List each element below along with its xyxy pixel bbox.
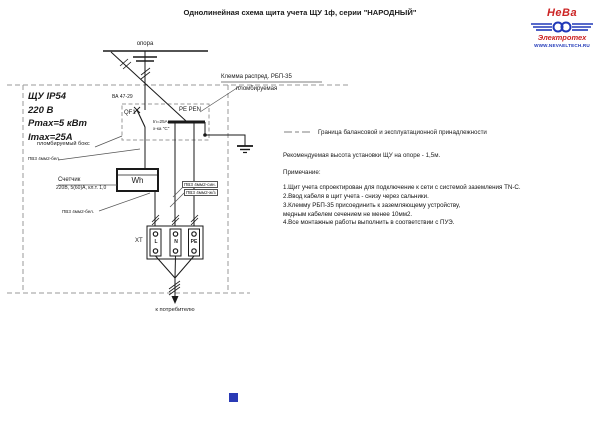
terminal-PE: PE [190,238,198,245]
panel-spec-line: 220 В [28,104,54,116]
cable-marker-icon [120,59,128,66]
clamp-note-line2: пломбируемая [236,86,278,92]
sealed-box-label: пломбируемый бокс [37,141,90,147]
panel-spec-line: Pmax=5 кВт [28,118,87,129]
logo-website: WWW.NEVAELTECH.RU [534,43,590,48]
wire-label-yellow-green: ПВ3 4мм2-ж/з [186,189,216,195]
pole-label: опора [136,41,154,47]
logo [527,7,597,48]
note-item: 3.Клемму РБП-35 присоединить к заземляющему устройству, [283,202,461,209]
pen-clamp-label: PE PEN [179,107,202,113]
logo-wings-icon [529,19,595,34]
logo-brand-text: НеВа [546,7,578,19]
junction-dot [203,133,207,137]
note-item: медным кабелем сечением не менее 10мм2. [283,210,413,218]
breaker-curve-label: х-ка "С" [153,126,170,131]
breaker-current-label: In=25A [153,119,168,124]
legend-boundary-label: Граница балансовой и эксплуатационной принадлежности [318,128,487,136]
breaker-ref-label: QF1 [124,110,136,116]
wire-label-blue: ПВ3 4мм2-син. [184,182,216,187]
meter-specs: 220В, 5(60)А, кл.т. 1,0 [56,185,107,191]
wire-label-white-bottom: ПВ3 4мм2-бел. [62,209,95,214]
note-item: 4.Все монтажные работы выполнить в соответствии с ПУЭ. [283,219,455,226]
breaker-model-label: ВА 47-29 [112,94,133,100]
meter-symbol: Wh [131,176,144,185]
page-title: Однолинейная схема щита учета ЩУ 1ф, серии "НАРОДНЫЙ" [183,8,417,17]
terminal-block-ref: XT [135,238,143,244]
recommendation-text: Рекомендуемая высота установки ЩУ на опоре - 1,5м. [283,152,441,159]
consumer-wires [156,256,195,304]
note-item: 2.Ввод кабеля в щит учета - снизу через сальники. [283,193,429,200]
meter-title: Счетчик [58,177,81,183]
terminal-L: L [154,238,158,245]
panel-spec-line: ЩУ IP54 [28,91,67,102]
pen-wire [111,52,186,121]
cable-marker-icon [123,62,131,69]
panel-spec-line: Imax=25А [28,131,73,143]
panel-specs [28,90,87,144]
arrow-down-icon [172,296,179,304]
notes-heading: Примечание: [283,169,321,176]
note-item: 1.Щит учета спроектирован для подключение к сети с системой заземления TN-C. [283,184,521,191]
terminal-N: N [174,238,178,245]
blue-mark [229,393,238,402]
clamp-note-line1: Клемма распред. РБП-35 [221,74,292,80]
logo-subbrand-text: Электротех [537,33,587,42]
wire-label-white-top: ПВ3 4мм2-бел. [28,156,61,161]
pen-busbar [168,122,205,229]
consumer-label: к потребителю [155,307,195,313]
phase-wire [141,51,150,169]
